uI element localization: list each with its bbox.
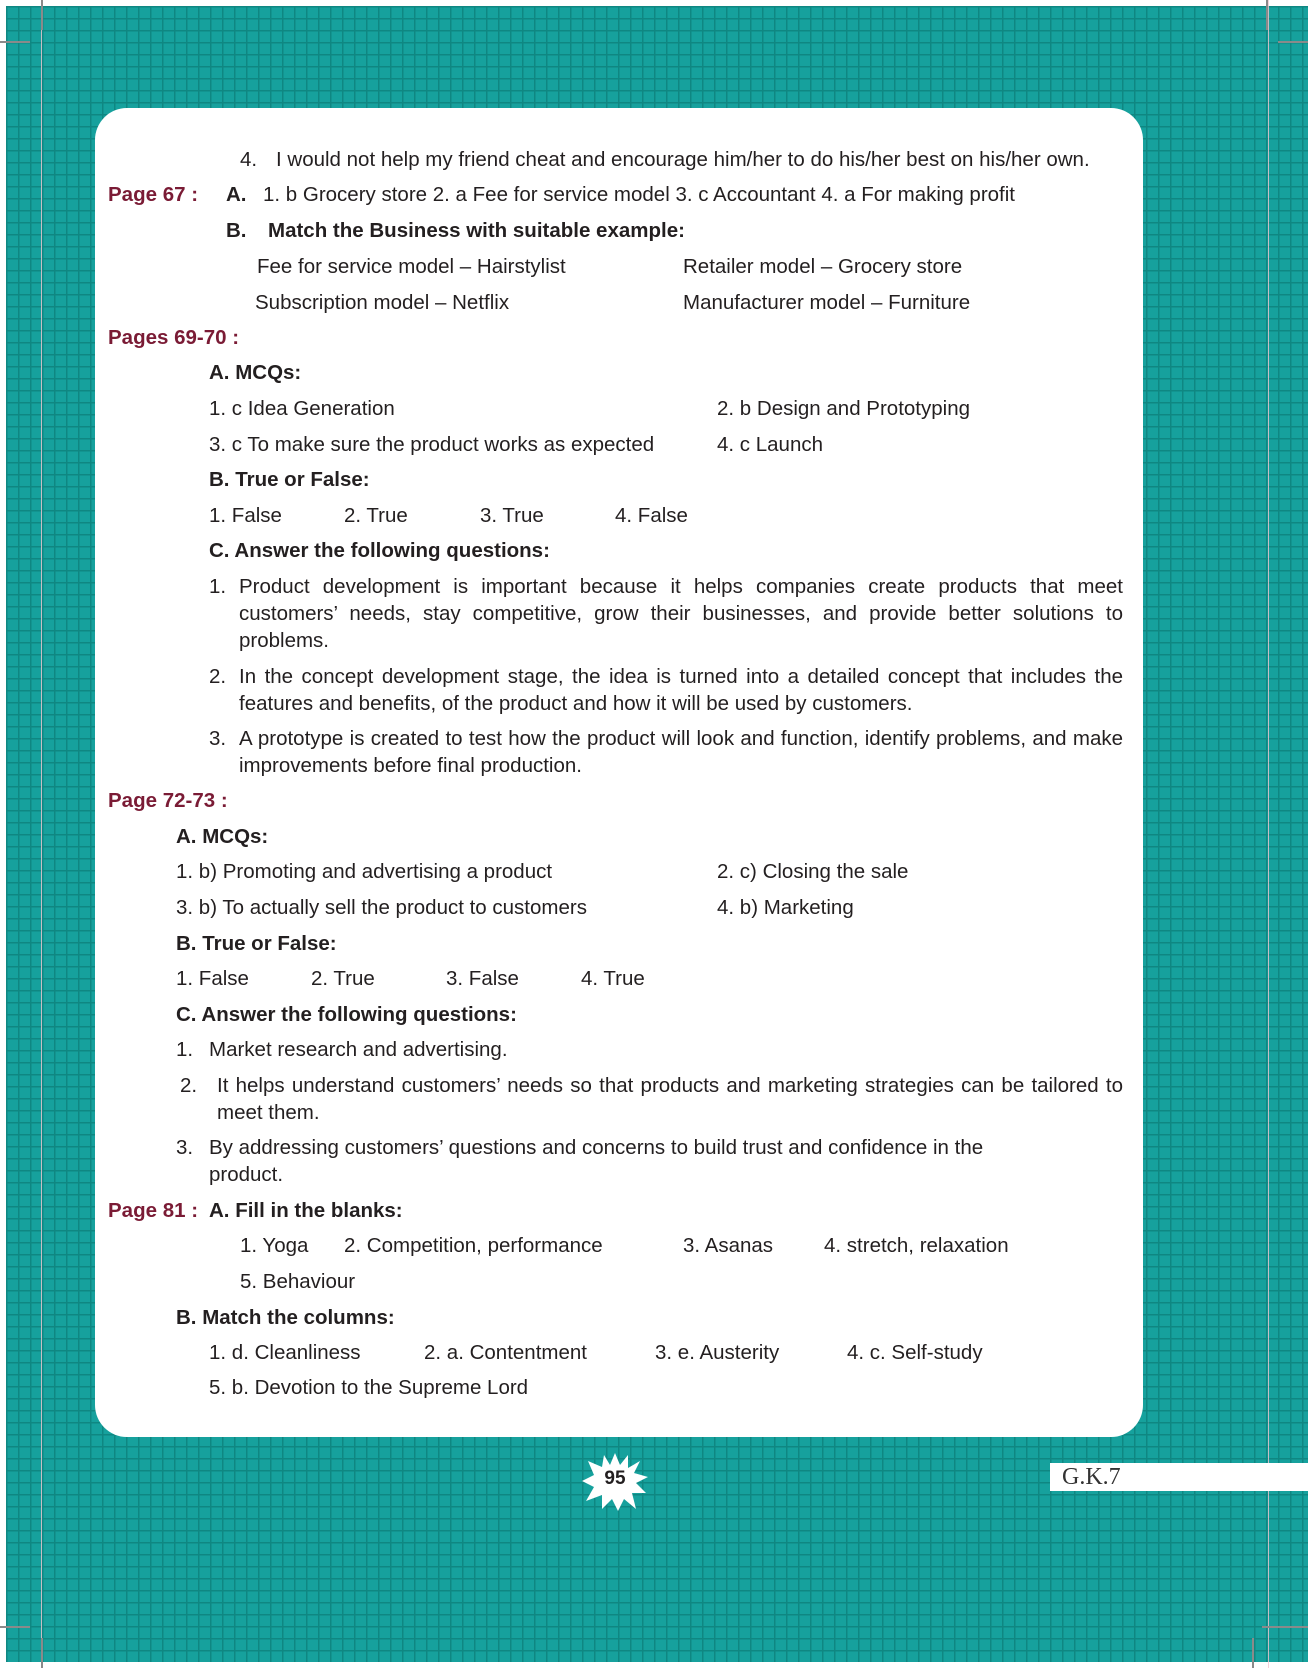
page-heading: Pages 69-70 : <box>108 326 240 349</box>
section-title: B. True or False: <box>209 468 370 491</box>
crop-mark <box>1278 41 1308 43</box>
answer-text: Product development is important because it helps companies create products that meet customers’ needs, stay competitive, grow their businesses, and provide better solutions to problems. <box>239 575 1123 652</box>
mcq-answer: 4. c Launch <box>717 433 823 456</box>
section-title: Match the Business with suitable example: <box>268 219 685 242</box>
tf-answer: 1. False <box>209 504 282 527</box>
section-label: A. <box>226 183 247 206</box>
item-number: 2. <box>209 665 227 688</box>
tf-answer: 2. True <box>344 504 408 527</box>
section-title: A. MCQs: <box>209 361 302 384</box>
blank-answer: 3. Asanas <box>683 1234 774 1257</box>
mcq-answer: 1. c Idea Generation <box>209 397 395 420</box>
match-answer: 5. b. Devotion to the Supreme Lord <box>209 1376 529 1399</box>
crop-mark <box>0 1626 30 1628</box>
tf-answer: 3. True <box>480 504 544 527</box>
section-title: A. MCQs: <box>176 825 269 848</box>
answer-item <box>176 1134 1056 1188</box>
blank-answer: 2. Competition, performance <box>344 1234 603 1257</box>
answer-text: By addressing customers’ questions and concerns to build trust and confidence in the product. <box>209 1136 984 1186</box>
match-answer: 3. e. Austerity <box>655 1341 780 1364</box>
item-number: 3. <box>209 727 227 750</box>
item-number: 4. <box>240 148 258 171</box>
tf-answer: 4. False <box>615 504 688 527</box>
section-title: B. Match the columns: <box>176 1306 395 1329</box>
trim-line <box>1268 0 1269 1668</box>
blank-answer: 5. Behaviour <box>240 1270 356 1293</box>
answer-text: Market research and advertising. <box>209 1038 508 1061</box>
section-title: A. Fill in the blanks: <box>209 1199 403 1222</box>
tf-answer: 4. True <box>581 967 645 990</box>
answer-item <box>209 725 1123 779</box>
mcq-answers: 1. b Grocery store 2. a Fee for service model 3. c Accountant 4. a For making profit <box>263 183 1016 206</box>
mcq-answer: 3. c To make sure the product works as expected <box>209 433 655 456</box>
mcq-answer: 2. b Design and Prototyping <box>717 397 970 420</box>
match-item: Manufacturer model – Furniture <box>683 291 971 314</box>
crop-mark <box>1252 1638 1254 1668</box>
page-number: 95 <box>604 1468 626 1489</box>
match-answer: 2. a. Contentment <box>424 1341 587 1364</box>
page-heading: Page 81 : <box>108 1199 199 1222</box>
section-title: B. True or False: <box>176 932 337 955</box>
answer-item <box>180 1072 1123 1126</box>
match-item: Fee for service model – Hairstylist <box>257 255 566 278</box>
book-title: G.K.7 <box>1062 1464 1121 1490</box>
answer-text: A prototype is created to test how the product will look and function, identify problems, and make improvements before final production. <box>239 727 1123 777</box>
crop-mark <box>1262 1626 1308 1628</box>
section-label: B. <box>226 219 247 242</box>
answer-text: I would not help my friend cheat and encourage him/her to do his/her best on his/her own. <box>276 148 1090 171</box>
mcq-answer: 1. b) Promoting and advertising a product <box>176 860 553 883</box>
item-number: 2. <box>180 1074 198 1097</box>
crop-mark <box>1266 0 1268 30</box>
crop-mark <box>41 1638 43 1668</box>
crop-mark <box>41 0 43 30</box>
match-answer: 1. d. Cleanliness <box>209 1341 361 1364</box>
tf-answer: 2. True <box>311 967 375 990</box>
item-number: 3. <box>176 1136 194 1159</box>
blank-answer: 4. stretch, relaxation <box>824 1234 1009 1257</box>
answer-item <box>209 573 1123 654</box>
tf-answer: 1. False <box>176 967 249 990</box>
answer-text: In the concept development stage, the idea is turned into a detailed concept that includes the features and benefits, of the product and how it will be used by customers. <box>239 665 1123 715</box>
section-title: C. Answer the following questions: <box>176 1003 517 1026</box>
book-label <box>1050 1463 1308 1491</box>
mcq-answer: 3. b) To actually sell the product to customers <box>176 896 587 919</box>
blank-answer: 1. Yoga <box>240 1234 309 1257</box>
match-item: Retailer model – Grocery store <box>683 255 963 278</box>
answer-item <box>176 1036 1123 1063</box>
mcq-answer: 2. c) Closing the sale <box>717 860 909 883</box>
item-number: 1. <box>209 575 227 598</box>
section-title: C. Answer the following questions: <box>209 539 550 562</box>
item-number: 1. <box>176 1038 194 1061</box>
answer-text: It helps understand customers’ needs so that products and marketing strategies can be tailored to meet them. <box>217 1074 1123 1124</box>
trim-line <box>41 0 42 1668</box>
match-answer: 4. c. Self-study <box>847 1341 983 1364</box>
mcq-answer: 4. b) Marketing <box>717 896 854 919</box>
answer-item <box>209 663 1123 717</box>
crop-mark <box>0 41 30 43</box>
tf-answer: 3. False <box>446 967 519 990</box>
page-heading: Page 72-73 : <box>108 789 228 812</box>
page-heading: Page 67 : <box>108 183 199 206</box>
match-item: Subscription model – Netflix <box>255 291 510 314</box>
